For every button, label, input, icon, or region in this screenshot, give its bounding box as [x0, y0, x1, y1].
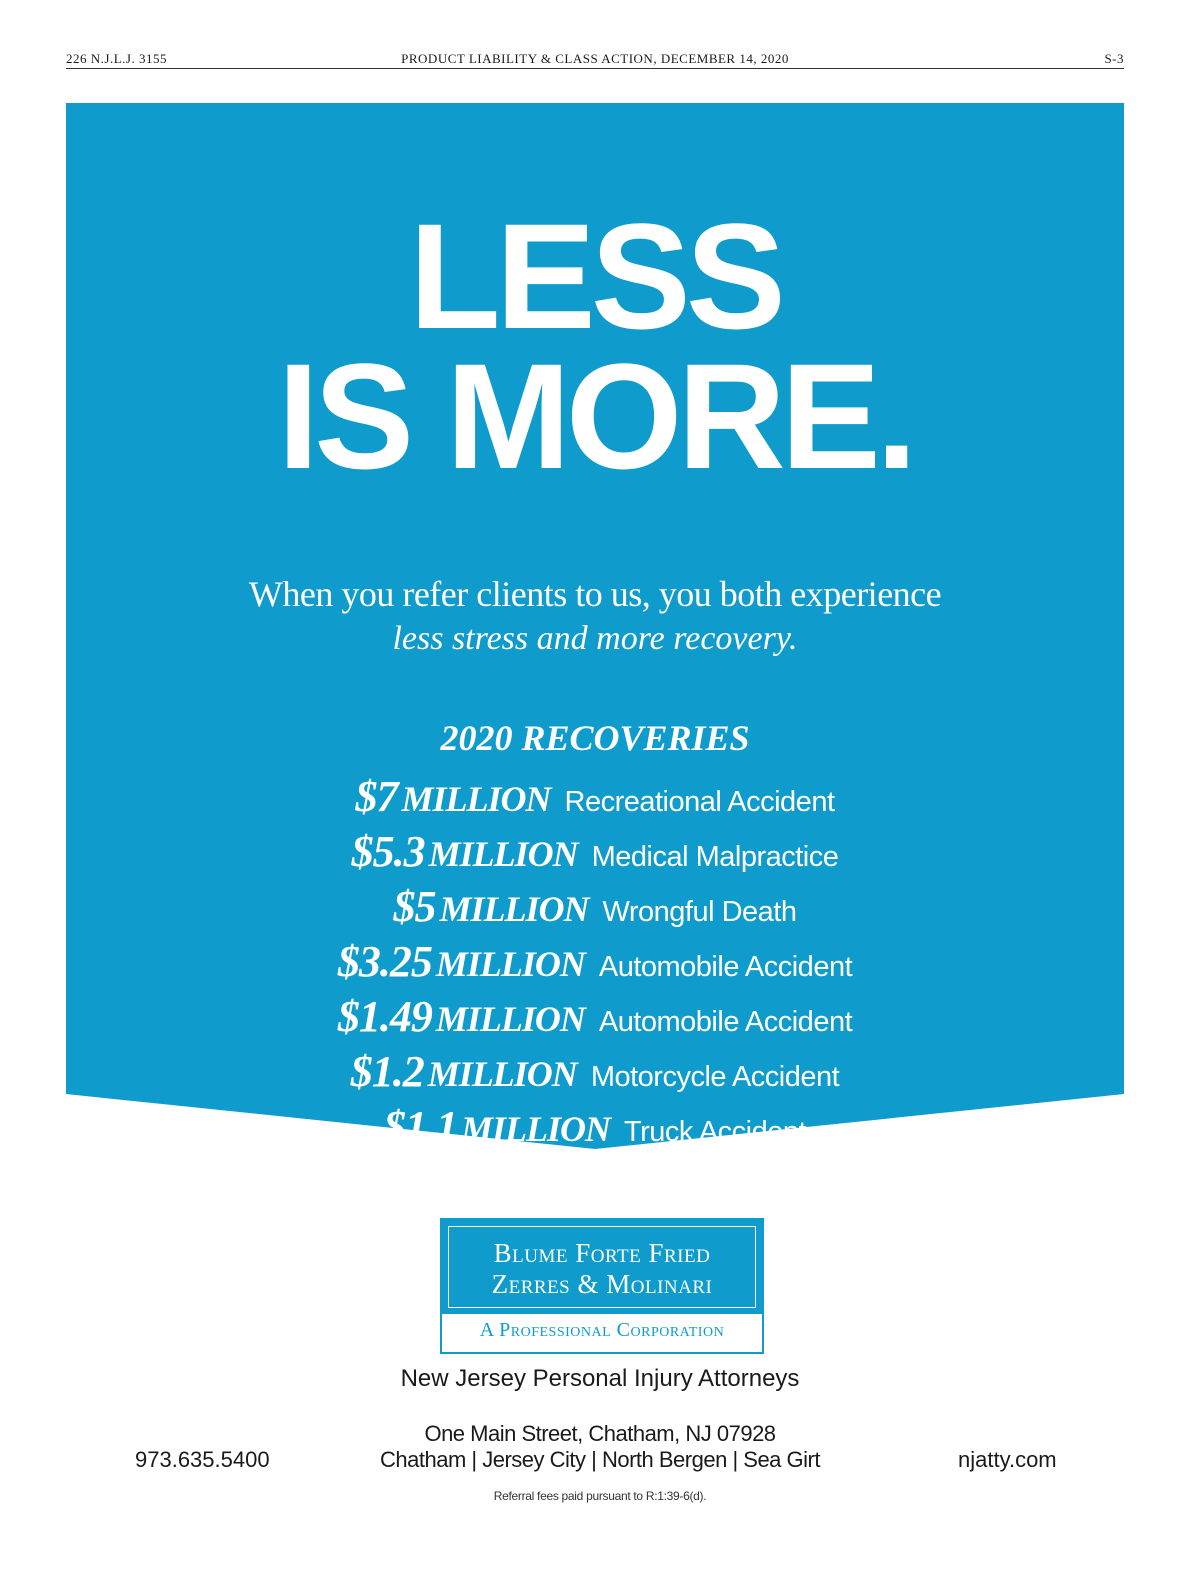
recovery-amount: $5.3: [351, 827, 425, 876]
recovery-amount: $5: [393, 882, 436, 931]
firm-logo: [440, 1218, 764, 1354]
recovery-amount: $1.2: [350, 1047, 424, 1096]
recovery-unit: MILLION: [401, 779, 551, 819]
logo-firm-name-line-1: Blume Forte Fried: [493, 1238, 711, 1268]
recovery-row: [66, 824, 1124, 879]
recovery-row: [66, 879, 1124, 934]
recovery-row: [66, 989, 1124, 1044]
headline-line-1: LESS: [409, 192, 781, 360]
recovery-unit: MILLION: [460, 1109, 610, 1149]
recovery-amount: $7: [355, 772, 398, 821]
running-head: [66, 50, 1124, 69]
recovery-unit: MILLION: [435, 944, 585, 984]
citation: 226 N.J.L.J. 3155: [66, 51, 167, 66]
address-line-1: One Main Street, Chatham, NJ 07928: [424, 1421, 776, 1446]
recovery-row: [66, 1044, 1124, 1099]
recovery-row: [66, 769, 1124, 824]
page-number: S-3: [1104, 51, 1124, 66]
recovery-type: Automobile Accident: [598, 951, 853, 983]
recovery-row: [66, 1099, 1124, 1154]
recovery-type: Wrongful Death: [602, 896, 797, 928]
logo-firm-name-line-2: Zerres & Molinari: [491, 1269, 713, 1299]
recovery-type: Truck Accident: [623, 1116, 807, 1148]
recovery-amount: $3.25: [337, 937, 432, 986]
headline-line-2: IS MORE.: [277, 332, 913, 500]
recovery-unit: MILLION: [439, 889, 589, 929]
recovery-unit: MILLION: [427, 1054, 577, 1094]
recovery-unit: MILLION: [428, 834, 578, 874]
logo-subline: A Professional Corporation: [479, 1319, 725, 1341]
firm-tagline: New Jersey Personal Injury Attorneys: [400, 1365, 800, 1392]
phone-number: 973.635.5400: [135, 1447, 270, 1472]
office-locations: Chatham | Jersey City | North Bergen | Sea Girt: [380, 1447, 820, 1472]
recovery-type: Motorcycle Accident: [590, 1061, 840, 1093]
recovery-amount: $1.1: [383, 1102, 457, 1151]
website: njatty.com: [958, 1447, 1057, 1472]
recovery-amount: $1.49: [337, 992, 432, 1041]
recovery-type: Medical Malpractice: [591, 841, 839, 873]
recovery-unit: MILLION: [435, 999, 585, 1039]
tagline-line-2: less stress and more recovery.: [392, 620, 798, 657]
section-title: PRODUCT LIABILITY & CLASS ACTION, DECEMBER 14, 2020: [401, 51, 789, 66]
logo-top-panel: [442, 1220, 762, 1314]
recovery-type: Recreational Accident: [564, 786, 835, 818]
fine-print: Referral fees paid pursuant to R:1:39-6(d).: [493, 1489, 707, 1503]
recovery-row: [66, 934, 1124, 989]
tagline-line-1: When you refer clients to us, you both experience: [248, 574, 942, 614]
ad-banner: [66, 103, 1124, 1149]
recovery-type: Automobile Accident: [598, 1006, 853, 1038]
recoveries-list: [66, 769, 1124, 1154]
recoveries-title: 2020 RECOVERIES: [440, 718, 750, 758]
